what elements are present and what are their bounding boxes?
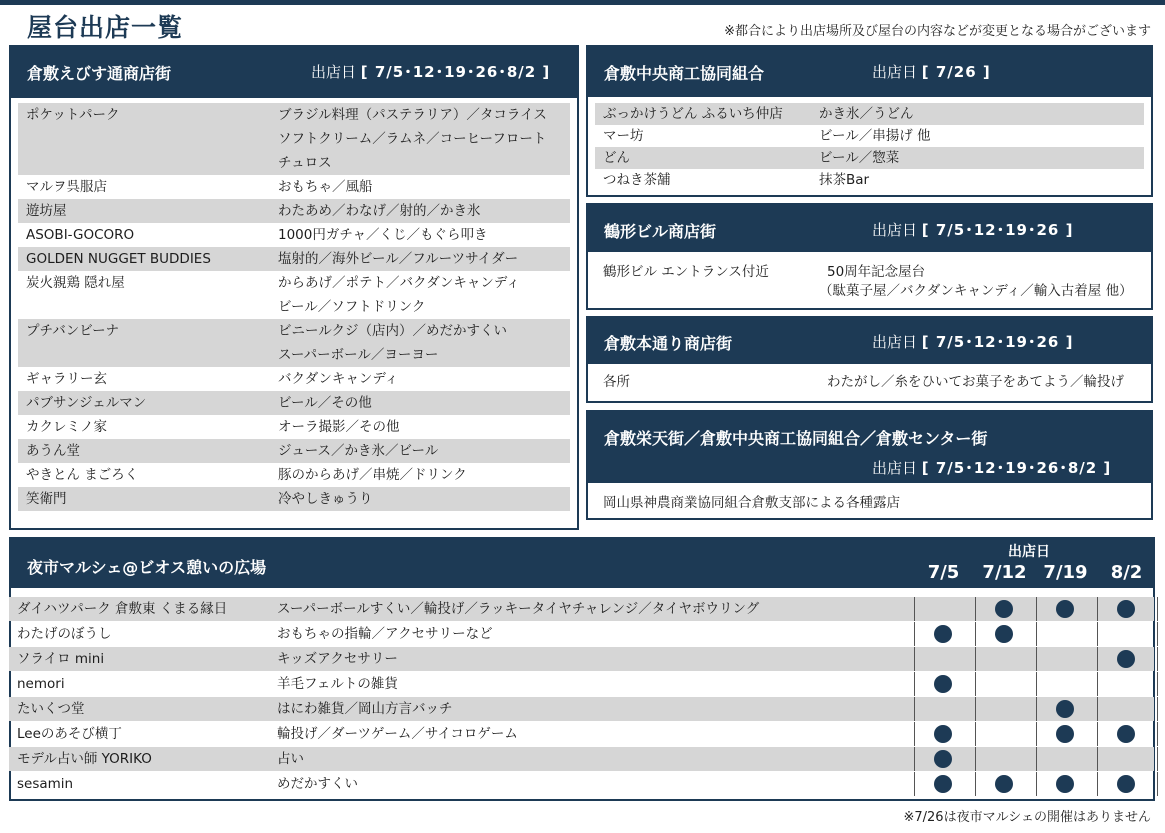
vendor-items: ビニールクジ（店内）／めだかすくい bbox=[278, 323, 507, 339]
panel-marche-name: 夜市マルシェ@ビオス憩いの広場 bbox=[27, 558, 267, 577]
attendance-cell bbox=[1097, 772, 1158, 796]
vendor-name: あうん堂 bbox=[26, 443, 80, 459]
table-row bbox=[18, 223, 570, 247]
attendance-dot bbox=[1117, 775, 1135, 793]
table-row bbox=[18, 175, 570, 199]
item-line: 50周年記念屋台 bbox=[827, 264, 926, 280]
attendance-cell bbox=[914, 697, 975, 721]
attendance-dot bbox=[995, 775, 1013, 793]
vendor-items: チュロス bbox=[278, 155, 332, 171]
panel-chuo-name: 倉敷中央商工協同組合 bbox=[604, 64, 765, 83]
dates-value: [ 7/5･12･19･26 ] bbox=[921, 221, 1074, 239]
attendance-cell bbox=[914, 647, 975, 671]
dates-value: [ 7/5･12･19･26･8/2 ] bbox=[921, 459, 1112, 477]
panel-hondori-dates bbox=[872, 331, 1073, 352]
attendance-cell bbox=[1036, 772, 1097, 796]
vendor-items: 輪投げ／ダーツゲーム／サイコロゲーム bbox=[277, 726, 518, 742]
vendor-name: Leeのあそび横丁 bbox=[17, 726, 122, 742]
panel-hondori-header bbox=[588, 318, 1151, 364]
dates-value: [ 7/5･12･19･26･8/2 ] bbox=[360, 63, 551, 81]
vendor-items: ジュース／かき氷／ビール bbox=[278, 443, 439, 459]
day-header: 7/5 bbox=[927, 562, 960, 583]
panel-hondori bbox=[586, 316, 1153, 403]
table-row bbox=[18, 271, 570, 319]
attendance-dot bbox=[995, 625, 1013, 643]
panel-marche-header bbox=[11, 539, 1153, 588]
panel-sakaeten-name: 倉敷栄天街／倉敷中央商工協同組合／倉敷センター街 bbox=[604, 429, 988, 448]
list-item bbox=[595, 261, 1144, 305]
attendance-cell bbox=[975, 672, 1036, 696]
marche-dates-label: 出店日 bbox=[1008, 544, 1050, 560]
attendance-dot bbox=[1117, 600, 1135, 618]
vendor-name: ダイハツパーク 倉敷東 くまる縁日 bbox=[17, 601, 228, 617]
top-note: ※都合により出店場所及び屋台の内容などが変更となる場合がございます bbox=[724, 24, 1151, 39]
table-row bbox=[9, 697, 1154, 721]
panel-ebisu bbox=[9, 45, 579, 530]
vendor-name: つねき茶舗 bbox=[603, 172, 671, 188]
dates-label: 出店日 bbox=[872, 333, 918, 351]
table-row bbox=[18, 367, 570, 391]
table-row bbox=[9, 647, 1154, 671]
vendor-name: やきとん まごろく bbox=[26, 467, 139, 483]
vendor-items: はにわ雑貨／岡山方言バッチ bbox=[277, 701, 453, 717]
table-row bbox=[595, 103, 1144, 125]
vendor-items: ビール／その他 bbox=[278, 395, 372, 411]
day-header: 8/2 bbox=[1110, 562, 1143, 583]
vendor-items: オーラ撮影／その他 bbox=[278, 419, 400, 435]
item-line: （駄菓子屋／バクダンキャンディ／輸入古着屋 他） bbox=[819, 283, 1133, 299]
vendor-items: ブラジル料理（パステラリア）／タコライス bbox=[278, 107, 547, 123]
vendor-items: わたあめ／わなげ／射的／かき氷 bbox=[278, 203, 481, 219]
table-row bbox=[18, 391, 570, 415]
attendance-cell bbox=[975, 772, 1036, 796]
panel-tsurugata-header bbox=[588, 205, 1151, 252]
vendor-items: 豚のからあげ／串焼／ドリンク bbox=[278, 467, 467, 483]
dates-value: [ 7/5･12･19･26 ] bbox=[921, 333, 1074, 351]
panel-chuo-dates bbox=[872, 61, 991, 82]
table-row bbox=[9, 672, 1154, 696]
item-line: わたがし／糸をひいてお菓子をあてよう／輪投げ bbox=[827, 374, 1124, 390]
vendor-items: 抹茶Bar bbox=[819, 172, 870, 188]
vendor-name: マー坊 bbox=[603, 128, 644, 144]
vendor-name: どん bbox=[603, 150, 630, 166]
attendance-dot bbox=[995, 600, 1013, 618]
vendor-name: ソライロ mini bbox=[17, 651, 105, 667]
vendor-name: パブサンジェルマン bbox=[26, 395, 147, 411]
attendance-dot bbox=[1056, 775, 1074, 793]
vendor-items: からあげ／ポテト／バクダンキャンディ bbox=[278, 275, 520, 291]
attendance-dot bbox=[934, 725, 952, 743]
table-row bbox=[595, 125, 1144, 147]
panel-tsurugata bbox=[586, 203, 1153, 310]
day-header: 7/12 bbox=[982, 562, 1027, 583]
table-row bbox=[595, 147, 1144, 169]
item-line: 岡山県神農商業協同組合倉敷支部による各種露店 bbox=[603, 495, 900, 511]
panel-tsurugata-name: 鶴形ビル商店街 bbox=[604, 222, 717, 241]
table-row bbox=[9, 772, 1154, 796]
table-row bbox=[18, 487, 570, 511]
table-row bbox=[18, 319, 570, 367]
vendor-items: 冷やしきゅうり bbox=[278, 491, 373, 507]
panel-chuo-header bbox=[588, 47, 1151, 97]
day-header: 7/19 bbox=[1043, 562, 1088, 583]
attendance-cell bbox=[1036, 672, 1097, 696]
vendor-name: ポケットパーク bbox=[26, 107, 120, 123]
vendor-name: 遊坊屋 bbox=[26, 203, 67, 219]
vendor-name: わたげのぼうし bbox=[17, 626, 112, 642]
attendance-cell bbox=[975, 647, 1036, 671]
attendance-cell bbox=[975, 697, 1036, 721]
table-row bbox=[18, 247, 570, 271]
vendor-name: マルヲ呉服店 bbox=[26, 179, 107, 195]
table-row bbox=[18, 103, 570, 175]
top-rule bbox=[0, 0, 1165, 5]
attendance-cell bbox=[914, 747, 975, 771]
attendance-cell bbox=[975, 597, 1036, 621]
attendance-cell bbox=[1036, 722, 1097, 746]
vendor-name: プチバンビーナ bbox=[26, 323, 120, 339]
page-title: 屋台出店一覧 bbox=[27, 13, 184, 42]
vendor-name: 炭火親鶏 隠れ屋 bbox=[26, 275, 125, 291]
vendor-name: たいくつ堂 bbox=[17, 701, 85, 717]
table-row bbox=[18, 439, 570, 463]
vendor-name: カクレミノ家 bbox=[26, 419, 107, 435]
place-name: 鶴形ビル エントランス付近 bbox=[603, 264, 769, 280]
table-row bbox=[9, 722, 1154, 746]
attendance-cell bbox=[1097, 597, 1158, 621]
attendance-dot bbox=[1056, 600, 1074, 618]
vendor-items: 1000円ガチャ／くじ／もぐら叩き bbox=[278, 227, 488, 243]
vendor-items: スーパーボールすくい／輪投げ／ラッキータイヤチャレンジ／タイヤボウリング bbox=[277, 601, 760, 617]
vendor-name: ギャラリー玄 bbox=[26, 371, 107, 387]
attendance-cell bbox=[914, 722, 975, 746]
vendor-name: nemori bbox=[17, 676, 65, 692]
attendance-cell bbox=[1097, 672, 1158, 696]
vendor-items: おもちゃ／風船 bbox=[278, 179, 373, 195]
panel-chuo bbox=[586, 45, 1153, 197]
attendance-cell bbox=[914, 622, 975, 646]
vendor-items: かき氷／うどん bbox=[819, 106, 914, 122]
attendance-cell bbox=[975, 747, 1036, 771]
attendance-dot bbox=[934, 625, 952, 643]
place-name: 各所 bbox=[603, 374, 630, 390]
list-item bbox=[595, 491, 1144, 515]
attendance-cell bbox=[1036, 697, 1097, 721]
attendance-cell bbox=[914, 597, 975, 621]
vendor-items: ビール／ソフトドリンク bbox=[278, 299, 426, 315]
bottom-note: ※7/26は夜市マルシェの開催はありません bbox=[903, 810, 1151, 825]
attendance-cell bbox=[1036, 622, 1097, 646]
attendance-cell bbox=[975, 622, 1036, 646]
dates-value: [ 7/26 ] bbox=[921, 63, 991, 81]
dates-label: 出店日 bbox=[872, 459, 918, 477]
attendance-dot bbox=[1056, 725, 1074, 743]
panel-sakaeten-header bbox=[588, 412, 1151, 483]
panel-sakaeten-dates bbox=[872, 457, 1111, 478]
attendance-cell bbox=[914, 672, 975, 696]
table-row bbox=[18, 463, 570, 487]
vendor-name: モデル占い師 YORIKO bbox=[17, 751, 152, 767]
vendor-name: GOLDEN NUGGET BUDDIES bbox=[26, 251, 211, 267]
vendor-items: バクダンキャンディ bbox=[278, 371, 399, 387]
attendance-cell bbox=[914, 772, 975, 796]
dates-label: 出店日 bbox=[311, 63, 357, 81]
attendance-cell bbox=[1097, 722, 1158, 746]
vendor-name: ASOBI-GOCORO bbox=[26, 227, 135, 243]
vendor-items: ソフトクリーム／ラムネ／コーヒーフロート bbox=[278, 131, 547, 147]
attendance-dot bbox=[934, 750, 952, 768]
attendance-cell bbox=[1036, 747, 1097, 771]
table-row bbox=[9, 622, 1154, 646]
attendance-dot bbox=[1117, 650, 1135, 668]
table-row bbox=[9, 747, 1154, 771]
vendor-items: めだかすくい bbox=[277, 776, 358, 792]
panel-tsurugata-dates bbox=[872, 219, 1073, 240]
table-row bbox=[18, 199, 570, 223]
attendance-dot bbox=[1117, 725, 1135, 743]
panel-sakaeten bbox=[586, 410, 1153, 520]
panel-hondori-name: 倉敷本通り商店街 bbox=[604, 334, 733, 353]
panel-ebisu-header bbox=[11, 47, 577, 98]
dates-label: 出店日 bbox=[872, 63, 918, 81]
attendance-cell bbox=[1097, 697, 1158, 721]
vendor-items: ビール／串揚げ 他 bbox=[819, 128, 931, 144]
list-item bbox=[595, 370, 1144, 394]
attendance-dot bbox=[1056, 700, 1074, 718]
table-row bbox=[595, 169, 1144, 191]
attendance-cell bbox=[1036, 647, 1097, 671]
vendor-items: 塩射的／海外ビール／フルーツサイダー bbox=[278, 251, 519, 267]
vendor-items: キッズアクセサリー bbox=[277, 651, 398, 667]
dates-label: 出店日 bbox=[872, 221, 918, 239]
panel-ebisu-dates bbox=[311, 61, 550, 82]
attendance-cell bbox=[1097, 647, 1158, 671]
attendance-cell bbox=[1097, 747, 1158, 771]
panel-ebisu-name: 倉敷えびす通商店街 bbox=[27, 64, 172, 83]
attendance-dot bbox=[934, 775, 952, 793]
vendor-items: おもちゃの指輪／アクセサリーなど bbox=[277, 626, 493, 642]
vendor-items: ビール／惣菜 bbox=[819, 150, 900, 166]
attendance-cell bbox=[975, 722, 1036, 746]
table-row bbox=[18, 415, 570, 439]
vendor-items: 占い bbox=[277, 751, 304, 767]
attendance-cell bbox=[1036, 597, 1097, 621]
attendance-dot bbox=[934, 675, 952, 693]
attendance-cell bbox=[1097, 622, 1158, 646]
vendor-items: 羊毛フェルトの雑貨 bbox=[277, 676, 398, 692]
vendor-name: ぶっかけうどん ふるいち仲店 bbox=[603, 106, 783, 122]
vendor-name: 笑衛門 bbox=[26, 491, 67, 507]
vendor-name: sesamin bbox=[17, 776, 74, 792]
table-row bbox=[9, 597, 1154, 621]
vendor-items: スーパーボール／ヨーヨー bbox=[278, 347, 439, 363]
